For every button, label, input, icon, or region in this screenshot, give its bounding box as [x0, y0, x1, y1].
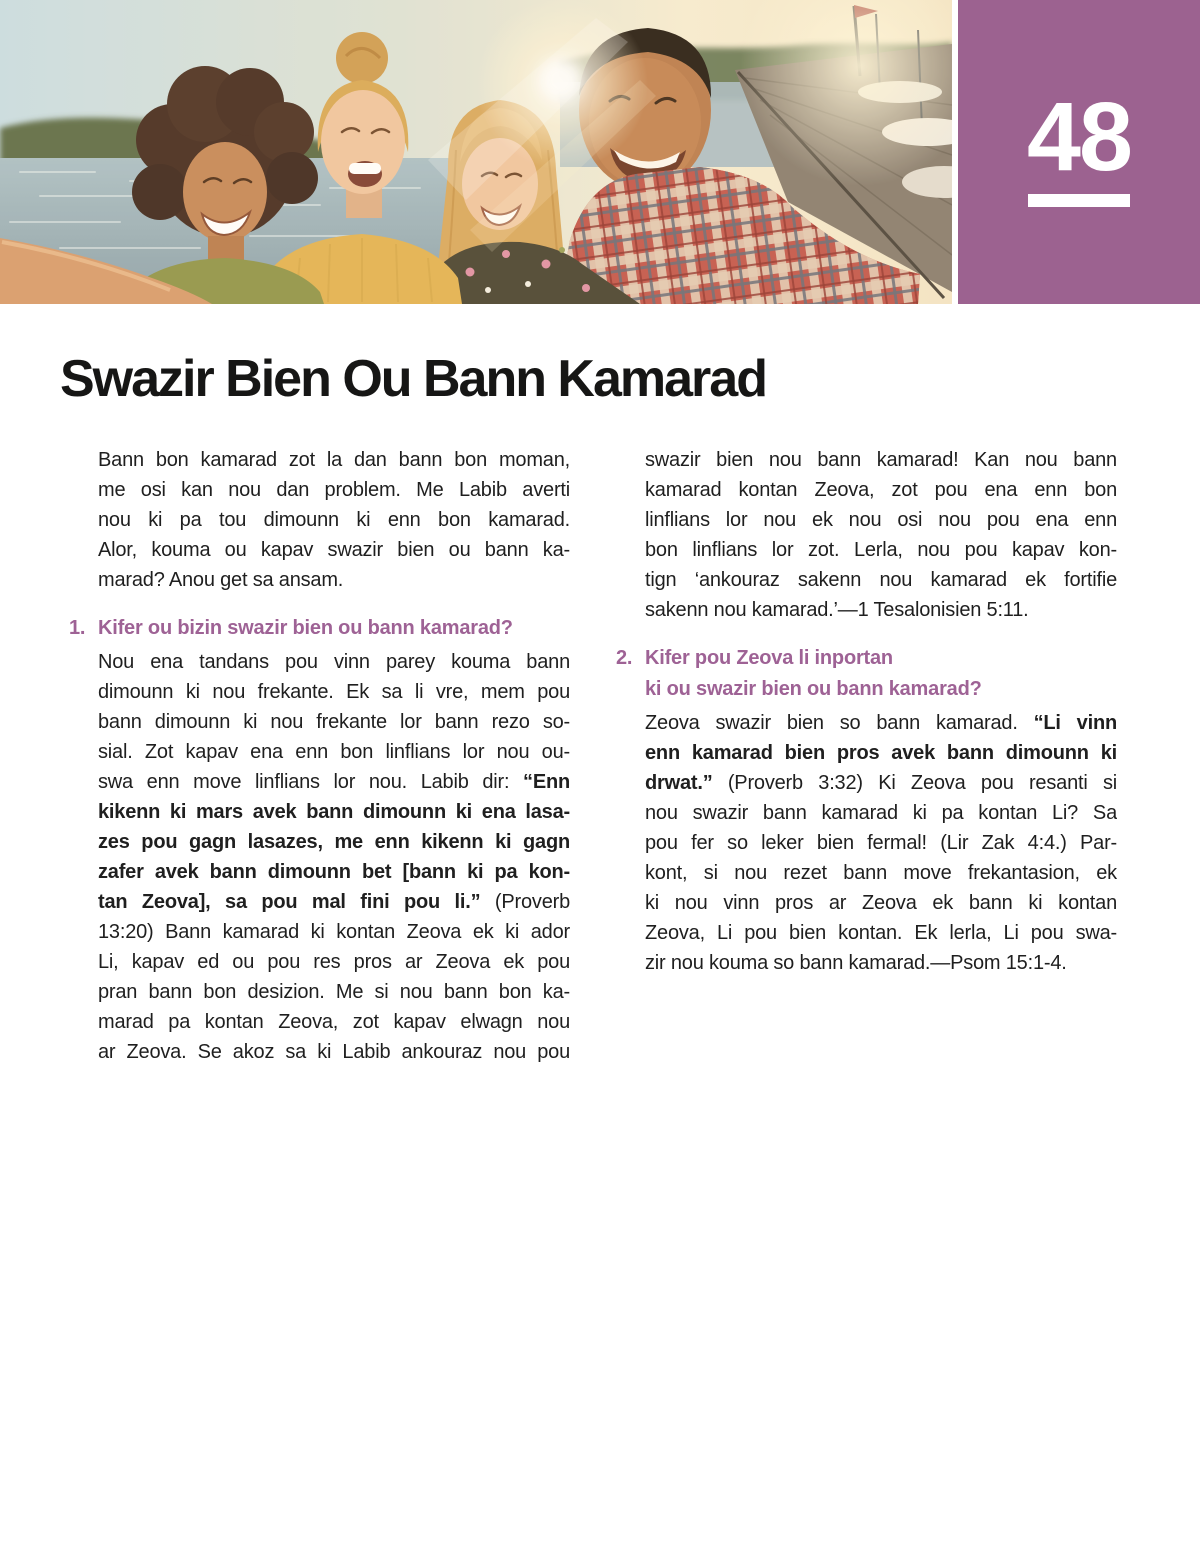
- text-line: drwat.” (Proverb 3:32) Ki Zeova pou resanti si: [645, 772, 1117, 794]
- chapter-number: 48: [1027, 82, 1131, 191]
- text-line: marad? Anou get sa ansam.: [98, 569, 344, 591]
- page-title: Swazir Bien Ou Bann Kamarad: [60, 350, 766, 408]
- text-line: Li, kapav ed ou pou res pros ar Zeova ek pou: [98, 951, 570, 973]
- text-line: Zeova swazir bien so bann kamarad. “Li vinn: [645, 712, 1117, 734]
- question-line: Kifer ou bizin swazir bien ou bann kamarad?: [98, 617, 513, 639]
- text-line: zir nou kouma so bann kamarad.—Psom 15:1-4.: [645, 952, 1067, 974]
- text-line: dimounn ki nou frekante. Ek sa li vre, mem pou: [98, 681, 570, 703]
- text-line: pran bann bon desizion. Me si nou bann bon ka-: [98, 981, 570, 1003]
- text-line: marad pa kontan Zeova, zot kapav elwagn nou: [98, 1011, 570, 1033]
- text-line: kamarad kontan Zeova, zot pou ena enn bon: [645, 479, 1117, 501]
- paragraph: [98, 647, 570, 1067]
- text-line: Nou ena tandans pou vinn parey kouma bann: [98, 651, 570, 673]
- text-line: enn kamarad bien pros avek bann dimounn ki: [645, 742, 1117, 764]
- text-line: ar Zeova. Se akoz sa ki Labib ankouraz nou pou: [98, 1041, 570, 1063]
- text-line: bon linflians lor zot. Lerla, nou pou kapav kon-: [645, 539, 1117, 561]
- chapter-badge: [958, 0, 1200, 304]
- question-line: Kifer pou Zeova li inportan: [645, 647, 893, 669]
- question-number: 2.: [616, 647, 633, 669]
- text-line: Zeova, Li pou bien kontan. Ek lerla, Li pou swa-: [645, 922, 1117, 944]
- question-heading: [69, 613, 570, 644]
- text-line: 13:20) Bann kamarad ki kontan Zeova ek ki ador: [98, 921, 570, 943]
- text-line: nou ki pa tou dimounn ki enn bon kamarad.: [98, 509, 570, 531]
- paragraph: [645, 708, 1117, 978]
- text-line: Alor, kouma ou kapav swazir bien ou bann ka-: [98, 539, 570, 561]
- text-line: kont, si nou rezet bann move frekantasion, ek: [645, 862, 1117, 884]
- text-line: bann dimounn ki nou frekante lor bann rezo so-: [98, 711, 570, 733]
- question-heading: [616, 643, 1117, 705]
- text-line: ki nou vinn pros ar Zeova ek bann ki kontan: [645, 892, 1117, 914]
- text-line: tan Zeova], sa pou mal fini pou li.” (Proverb: [98, 891, 570, 913]
- text-line: linflians lor nou ek nou osi nou pou ena enn: [645, 509, 1117, 531]
- text-line: nou swazir bann kamarad ki pa kontan Li? Sa: [645, 802, 1117, 824]
- text-line: kikenn ki mars avek bann dimounn ki ena lasa-: [98, 801, 570, 823]
- paragraph: [645, 445, 1117, 625]
- text-line: Bann bon kamarad zot la dan bann bon moman,: [98, 449, 570, 471]
- text-line: swazir bien nou bann kamarad! Kan nou bann: [645, 449, 1117, 471]
- question-number: 1.: [69, 617, 86, 639]
- hero-photo: [0, 0, 952, 304]
- text-line: pou fer so leker bien fermal! (Lir Zak 4:4.) Par-: [645, 832, 1117, 854]
- question-line: ki ou swazir bien ou bann kamarad?: [645, 678, 982, 700]
- paragraph: [98, 445, 570, 595]
- text-line: me osi kan nou dan problem. Me Labib averti: [98, 479, 570, 501]
- chapter-underline: [1028, 194, 1130, 207]
- text-line: zes pou gagn lasazes, me enn kikenn ki gagn: [98, 831, 570, 853]
- column-right: [616, 445, 1117, 978]
- text-line: tign ‘ankouraz sakenn nou kamarad ek fortifie: [645, 569, 1117, 591]
- column-left: [69, 445, 570, 1067]
- text-line: sial. Zot kapav ena enn bon linflians lor nou ou-: [98, 741, 570, 763]
- text-line: sakenn nou kamarad.’—1 Tesalonisien 5:11.: [645, 599, 1029, 621]
- text-line: zafer avek bann dimounn bet [bann ki pa kon-: [98, 861, 570, 883]
- photo-sun-flare: [0, 0, 952, 304]
- text-line: swa enn move linflians lor nou. Labib dir: “Enn: [98, 771, 570, 793]
